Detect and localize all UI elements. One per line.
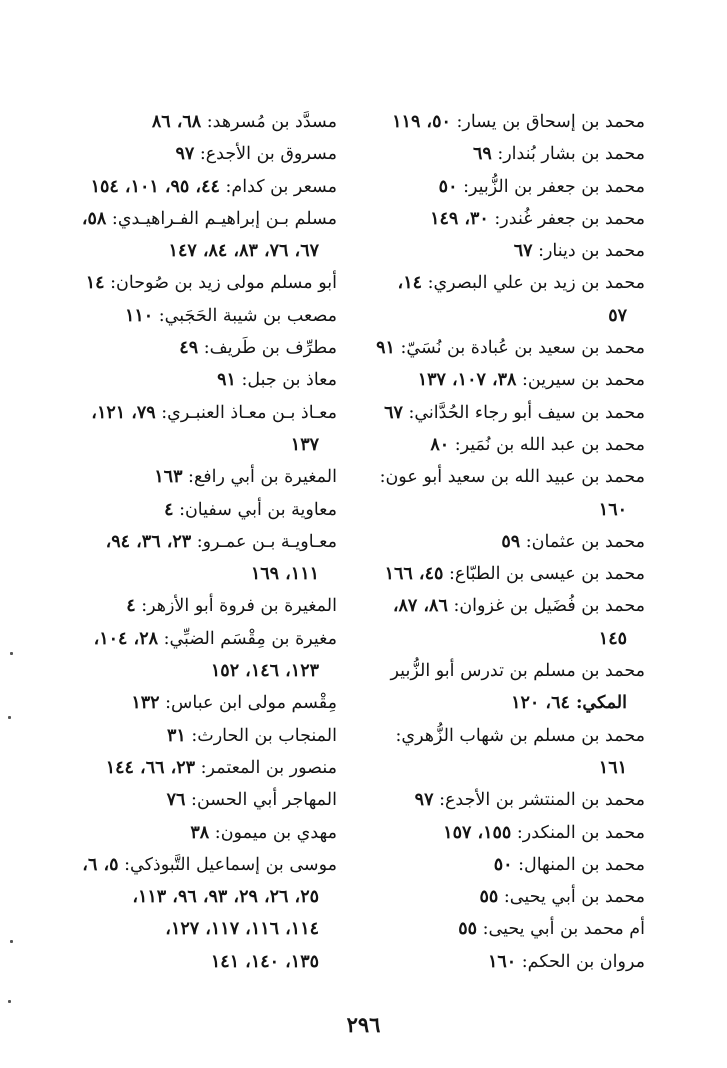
index-entry (47, 687, 337, 719)
entry-line (126, 596, 337, 616)
entry-line (154, 467, 337, 487)
index-entry (355, 720, 645, 785)
index-entry (47, 332, 337, 364)
entry-pages: ١٦٣ (154, 467, 183, 488)
entry-name: محمد بن سيرين: (522, 370, 645, 391)
entry-name: مسدَّد بن مُسرهد: (206, 112, 337, 132)
page-number: ٢٩٦ (346, 1012, 381, 1037)
index-column-left (47, 106, 337, 978)
entry-pages-continued: ١٣٥، ١٤٠، ١٤١ (210, 951, 319, 972)
entry-name: محمد بن عبد الله بن نُمَير: (454, 434, 645, 455)
entry-pages-continued: ٢٥، ٢٦، ٢٩، ٩٣، ٩٦، ١١٣، (132, 887, 319, 908)
entry-pages: ٢٣، ٦٦، ١٤٤ (105, 757, 196, 778)
entry-line (376, 338, 645, 358)
entry-name: موسى بن إسماعيل التَّبوذكي: (124, 854, 337, 875)
entry-pages: ٩٧ (175, 144, 195, 165)
entry-pages: ٦٩ (472, 144, 492, 165)
entry-pages: ١٥٥، ١٥٧ (443, 822, 512, 843)
entry-pages: ٤٥، ١٦٦ (384, 564, 444, 585)
entry-pages: ١٤، (397, 273, 423, 294)
entry-name: مغيرة بن مِقْسَم الضبِّي: (163, 628, 337, 649)
entry-pages-continued: ١٤٥ (598, 628, 627, 649)
entry-line (175, 144, 337, 164)
entry-name: محمد بن بشار بُندار: (497, 144, 645, 165)
entry-name: مسعر بن كدام: (225, 176, 337, 197)
entry-name: محمد بن عيسى بن الطبّاع: (448, 564, 645, 585)
entry-line (82, 209, 337, 229)
entry-name: محمد بن عثمان: (525, 531, 645, 552)
entry-pages: ٩١ (376, 338, 395, 359)
entry-name: أم محمد بن أبي يحيى: (482, 919, 645, 940)
entry-pages-continued: ٥٧ (608, 305, 627, 326)
index-entry (355, 332, 645, 364)
entry-name: محمد بن أبي يحيى: (503, 887, 645, 908)
entry-line (380, 467, 645, 487)
margin-mark (10, 940, 13, 943)
entry-line (152, 112, 337, 132)
entry-name: محمد بن مسلم بن شهاب الزُّهري: (395, 725, 645, 746)
entry-pages: ١٣٢ (131, 693, 160, 714)
entry-line (393, 596, 645, 616)
entry-line (131, 693, 337, 713)
entry-pages-continued: ١٦١ (598, 757, 627, 778)
margin-mark (10, 652, 13, 655)
entry-line (430, 209, 645, 229)
index-entry (355, 171, 645, 203)
entry-line (392, 112, 645, 132)
entry-pages: ٥٥ (458, 919, 478, 940)
entry-line (91, 177, 337, 197)
index-entry (47, 300, 337, 332)
entry-pages: ٥٠، ١١٩ (392, 112, 451, 132)
entry-pages: ٤٤، ٩٥، ١٠١، ١٥٤ (90, 176, 220, 197)
index-entry (355, 849, 645, 881)
index-entry (47, 461, 337, 493)
index-entry (47, 752, 337, 784)
entry-pages: ٦٧ (513, 241, 533, 262)
entry-pages: ١٦٠ (488, 951, 517, 972)
entry-pages: ٥٨، (81, 208, 107, 229)
entry-line (430, 435, 645, 455)
index-column-right (355, 106, 645, 978)
entry-pages: ٤ (126, 596, 136, 617)
entry-name: محمد بن المنكدر: (516, 822, 645, 843)
index-entry (47, 720, 337, 752)
entry-pages: ٦٧ (384, 402, 403, 423)
entry-line (396, 726, 645, 746)
entry-pages-continued: ١٦٠ (598, 499, 627, 520)
entry-line (443, 823, 645, 843)
entry-name: محمد بن المنتشر بن الأجدع: (439, 790, 645, 811)
entry-name: محمد بن مسلم بن تدرس أبو الزُّبير (390, 661, 645, 682)
entry-name: منصور بن المعتمر: (200, 757, 337, 778)
entry-line (494, 855, 645, 875)
entry-line (94, 629, 337, 649)
entry-line (167, 726, 337, 746)
entry-line (164, 500, 337, 520)
entry-line (190, 823, 337, 843)
entry-name: مسلم بـن إبراهيـم الفـراهيـدي: (111, 208, 337, 229)
index-entry (47, 494, 337, 526)
entry-pages-continued: ١٣٧ (290, 434, 319, 455)
entry-line (106, 758, 337, 778)
index-entry (47, 267, 337, 299)
entry-name: محمد بن جعفر بن الزُّبير: (463, 176, 645, 197)
entry-pages: ٢٨، ١٠٤، (93, 628, 158, 649)
entry-name: محمد بن عبيد الله بن سعيد أبو عون: (379, 467, 645, 488)
index-entry (47, 623, 337, 688)
entry-line (167, 790, 337, 810)
entry-name: أبو مسلم مولى زيد بن صُوحان: (110, 273, 337, 294)
entry-pages: ٤ (164, 499, 174, 520)
index-entry (355, 235, 645, 267)
entry-line (398, 273, 645, 293)
entry-pages-continued: ١١٤، ١١٦، ١١٧، ١٢٧، (165, 919, 319, 940)
entry-pages: ٤٩ (179, 338, 199, 359)
index-entry (47, 203, 337, 268)
index-entry (47, 849, 337, 914)
index-entry (47, 946, 337, 978)
margin-mark (8, 1000, 11, 1003)
index-entry (47, 106, 337, 138)
entry-line (125, 306, 337, 326)
index-entry (47, 138, 337, 170)
index-entry (355, 106, 645, 138)
entry-line (91, 403, 337, 423)
index-entry (355, 203, 645, 235)
entry-pages: ٧٦ (166, 790, 186, 811)
entry-name: المنجاب بن الحارث: (191, 725, 337, 746)
entry-pages: ١٤ (85, 273, 105, 294)
entry-line (418, 370, 645, 390)
entry-name: محمد بن زيد بن علي البصري: (427, 273, 645, 294)
entry-line (514, 241, 645, 261)
index-entry (355, 461, 645, 526)
entry-pages: ٨٦، ٨٧، (392, 596, 448, 617)
index-entry (355, 913, 645, 945)
index-entry (355, 429, 645, 461)
index-entry (355, 784, 645, 816)
index-entry (355, 526, 645, 558)
entry-pages: ٣٠، ١٤٩ (430, 208, 489, 229)
index-entry (355, 138, 645, 170)
index-entry (355, 881, 645, 913)
entry-pages: ٣٨ (190, 822, 210, 843)
index-entry (47, 397, 337, 462)
entry-pages: ٥٠ (438, 176, 458, 197)
entry-line (86, 273, 337, 293)
entry-line (217, 370, 337, 390)
entry-pages-continued: ٦٧، ٧٦، ٨٣، ٨٤، ١٤٧ (168, 241, 319, 262)
index-entry (47, 526, 337, 591)
entry-line (179, 338, 337, 358)
entry-line (458, 919, 645, 939)
entry-name: معـاويـة بـن عمـرو: (196, 531, 337, 552)
entry-name: معاذ بن جبل: (241, 370, 337, 391)
entry-line (415, 790, 645, 810)
index-entry (355, 817, 645, 849)
entry-name: مِقْسم مولى ابن عباس: (165, 693, 337, 714)
entry-name: معـاذ بـن معـاذ العنبـري: (161, 402, 337, 423)
index-entry (355, 946, 645, 978)
entry-name: مروان بن الحكم: (521, 951, 645, 972)
margin-mark (8, 716, 11, 719)
entry-pages-continued: ١٢٣، ١٤٦، ١٥٢ (210, 661, 319, 682)
index-entry (47, 817, 337, 849)
entry-line (439, 177, 645, 197)
entry-pages: ٣٨، ١٠٧، ١٣٧ (417, 370, 517, 391)
entry-pages: ٥٥ (479, 887, 499, 908)
entry-name: محمد بن سعيد بن عُبادة بن نُسَيّ: (400, 338, 645, 359)
index-entry (355, 655, 645, 720)
index-entry (47, 171, 337, 203)
entry-line (473, 144, 645, 164)
entry-pages: ٥، ٦، (82, 854, 119, 875)
entry-name: محمد بن دينار: (538, 241, 645, 262)
index-entry (355, 590, 645, 655)
entry-name: المهاجر أبي الحسن: (191, 790, 337, 811)
entry-pages: ٥٠ (493, 854, 513, 875)
entry-line (385, 564, 645, 584)
entry-name: مصعب بن شيبة الحَجَبي: (158, 305, 337, 326)
entry-name: مطرِّف بن طَريف: (203, 338, 337, 359)
entry-line (488, 952, 645, 972)
entry-line (384, 403, 645, 423)
entry-name: محمد بن فُضَيل بن غزوان: (453, 596, 645, 617)
entry-pages: ٧٩، ١٢١، (91, 402, 156, 423)
index-entry (47, 913, 337, 945)
entry-line (501, 532, 645, 552)
entry-pages: ٩٧ (414, 790, 434, 811)
entry-pages-continued: المكي: ٦٤، ١٢٠ (511, 693, 627, 714)
entry-line (106, 532, 337, 552)
entry-pages: ٦٨، ٨٦ (151, 112, 202, 132)
entry-pages: ١١٠ (125, 305, 154, 326)
entry-name: محمد بن سيف أبو رجاء الحُدَّاني: (408, 402, 645, 423)
entry-pages-continued: ١١١، ١٦٩ (250, 564, 319, 585)
index-entry (47, 364, 337, 396)
entry-name: محمد بن إسحاق بن يسار: (456, 112, 645, 132)
entry-name: المغيرة بن فروة أبو الأزهر: (141, 596, 337, 617)
entry-pages: ٩١ (217, 370, 236, 391)
entry-pages: ٥٩ (501, 531, 521, 552)
entry-line (480, 887, 646, 907)
entry-name: محمد بن المنهال: (518, 854, 645, 875)
index-entry (355, 267, 645, 332)
index-entry (355, 364, 645, 396)
entry-pages: ٣١ (166, 725, 186, 746)
entry-name: معاوية بن أبي سفيان: (179, 499, 337, 520)
entry-name: مهدي بن ميمون: (214, 822, 337, 843)
entry-line (82, 855, 337, 875)
entry-name: مسروق بن الأجدع: (199, 144, 337, 165)
entry-name: المغيرة بن أبي رافع: (188, 467, 337, 488)
entry-pages: ٢٣، ٣٦، ٩٤، (105, 531, 192, 552)
index-entry (355, 558, 645, 590)
index-entry (47, 590, 337, 622)
entry-name: محمد بن جعفر غُندر: (494, 208, 645, 229)
entry-line (391, 661, 645, 681)
index-entry (355, 397, 645, 429)
entry-pages: ٨٠ (430, 434, 450, 455)
index-entry (47, 784, 337, 816)
